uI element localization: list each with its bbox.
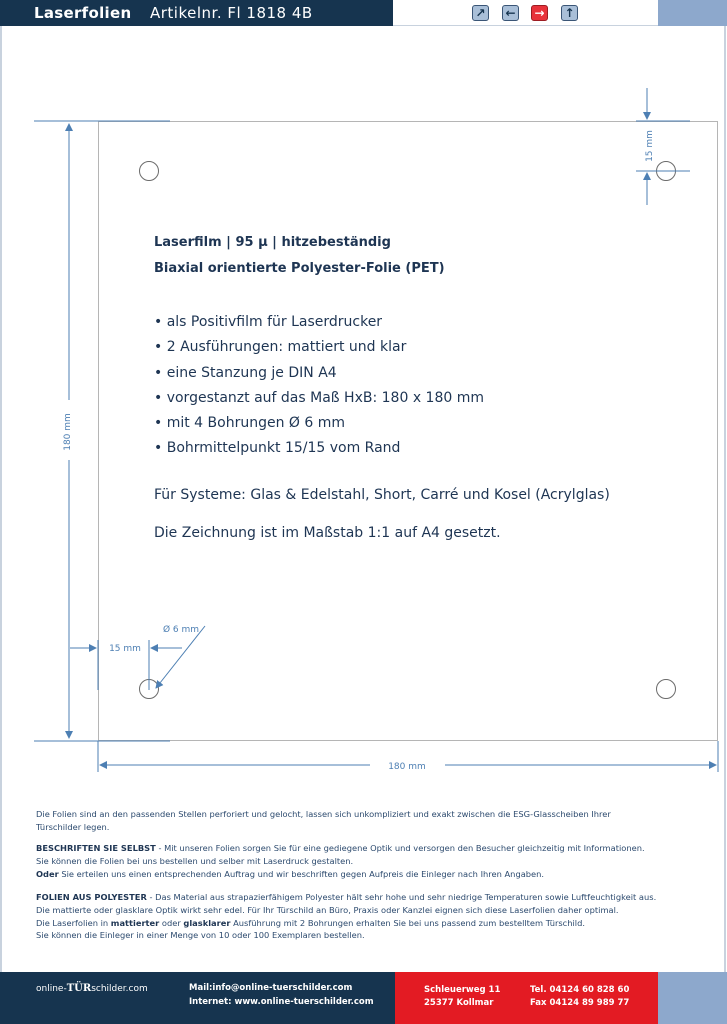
list-item: • eine Stanzung je DIN A4 [154,364,337,381]
self-print-line: BESCHRIFTEN SIE SELBST - Mit unseren Folien sorgen Sie für eine gediegene Optik und versorgen den Besucher gleichzeitig mit Informationen. [36,843,645,853]
self-print-line: Sie können die Folien bei uns bestellen und selber mit Laserdruck gestalten. [36,855,354,866]
arrow-up-icon[interactable]: ↑ [561,5,578,21]
intro-line: Die Folien sind an den passenden Stellen perforiert und gelocht, lassen sich unkompliziert und exakt zwischen die ESG-Glasscheiben Ihrer [36,809,611,819]
article-number: Artikelnr. Fl 1818 4B [150,4,313,22]
oder-label: Oder [36,868,59,879]
dim-label-bottom: 180 mm [388,762,426,772]
dim-label-small-left: 15 mm [109,644,141,654]
dim-label-diameter: Ø 6 mm [162,625,200,635]
external-link-icon[interactable]: ↗ [472,5,489,21]
list-item: • Bohrmittelpunkt 15/15 vom Rand [154,440,401,457]
footer-accent-block [658,972,727,1024]
order-service-line: Oder Sie erteilen uns einen entsprechenden Auftrag und wir beschriften gegen Aufpreis die Einleger nach Ihren Angaben. [36,868,545,879]
footer-street: Schleuerweg 11 [424,985,501,995]
polyester-line: FOLIEN AUS POLYESTER - Das Material aus strapazierfähigem Polyester hält sehr hohe und sehr niedrige Temperaturen sowie Luftfeuchtigkeit aus. [36,892,657,902]
description-intro [36,808,696,834]
footer-brand[interactable]: online-TÜRschilder.com [36,983,148,994]
footer-mail[interactable]: Mail:info@online-tuerschilder.com [189,983,353,993]
list-item: • vorgestanzt auf das Maß HxB: 180 x 180 mm [154,389,484,406]
dim-label-top-right: 15 mm [645,130,655,162]
footer-tel: Tel. 04124 60 828 60 [530,985,630,995]
footer-city: 25377 Kollmar [424,998,494,1008]
list-item: • 2 Ausführungen: mattiert und klar [154,339,407,356]
description-polyester [36,891,696,942]
list-item: • als Positivfilm für Laserdrucker [154,314,383,330]
arrow-left-icon[interactable]: ← [502,5,519,21]
product-heading: Laserfilm | 95 µ | hitzebeständig [154,235,391,250]
polyester-line: Sie können die Einleger in einer Menge von 10 oder 100 Exemplaren bestellen. [36,930,365,941]
product-subheading: Biaxial orientierte Polyester-Folie (PET) [154,261,445,276]
polyester-line: Die Laserfolien in mattierter oder glasklarer Ausführung mit 2 Bohrungen erhalten Sie bei uns passend zum bestelltem Türschild. [36,917,586,928]
diameter-leader-line [156,626,205,688]
self-print-label: BESCHRIFTEN SIE SELBST [36,843,156,853]
list-item: • mit 4 Bohrungen Ø 6 mm [154,415,346,432]
page-title: Laserfolien [34,4,132,22]
polyester-line: Die mattierte oder glasklare Optik wirkt sehr edel. Für Ihr Türschild an Büro, Praxis oder Kanzlei eignen sich diese Laserfolien daher optimal. [36,904,619,915]
dim-label-left: 180 mm [63,413,73,451]
arrow-right-icon[interactable]: → [531,5,548,21]
feature-list [154,310,484,462]
footer-fax: Fax 04124 89 989 77 [530,998,630,1008]
footer-internet[interactable]: Internet: www.online-tuerschilder.com [189,997,374,1007]
compatible-systems: Für Systeme: Glas & Edelstahl, Short, Carré und Kosel (Acrylglas) [154,487,610,503]
description-self-print [36,842,696,880]
scale-note: Die Zeichnung ist im Maßstab 1:1 auf A4 gesetzt. [154,525,501,541]
intro-line: Türschilder legen. [36,821,110,832]
polyester-label: FOLIEN AUS POLYESTER [36,892,147,902]
